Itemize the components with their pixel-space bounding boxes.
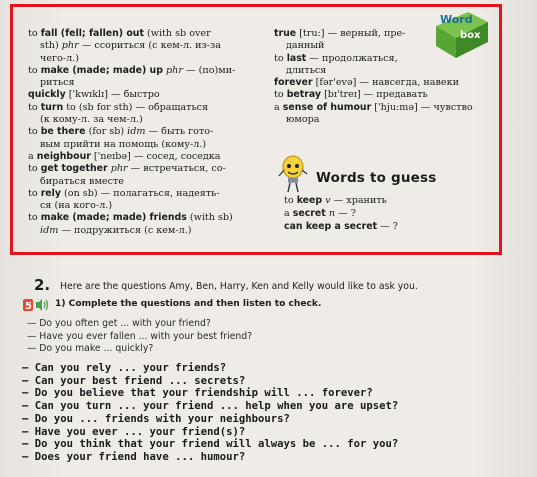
headword: get together bbox=[40, 163, 108, 175]
entry-text: to bbox=[28, 187, 41, 199]
guess-word-item bbox=[284, 207, 398, 220]
entry-text: ['kwɪklɪ] — быстро bbox=[65, 89, 160, 101]
entry-text: to bbox=[28, 212, 41, 224]
entry-text: sth) bbox=[40, 40, 62, 52]
question-line: — Can your best friend ... secrets? bbox=[22, 374, 246, 387]
vocab-entry bbox=[274, 53, 504, 78]
svg-text:5: 5 bbox=[25, 301, 32, 311]
entry-text: (on sb) — полагаться, надеять- bbox=[61, 187, 220, 199]
entry-continuation: юмора bbox=[286, 114, 320, 126]
vocab-entry bbox=[274, 89, 504, 101]
entry-text: a bbox=[28, 150, 37, 162]
vocabulary-left-column bbox=[28, 28, 266, 237]
question-line: — Do you ... friends with your neighbours? bbox=[22, 412, 290, 425]
vocab-entry bbox=[274, 28, 504, 53]
entry-text: ['neɪbə] — сосед, соседка bbox=[90, 150, 221, 162]
entry-text: — ссориться (с кем-л. из-за bbox=[78, 40, 221, 52]
grammar-label: n bbox=[328, 208, 335, 220]
question-line: — Do you think that your friend will always be ... for you? bbox=[22, 438, 399, 451]
entry-text: — продолжаться, bbox=[306, 52, 398, 64]
vocab-entry bbox=[28, 102, 266, 127]
guess-word-item bbox=[284, 220, 398, 233]
exercise-number: 2. bbox=[34, 276, 51, 294]
lightbulb-mascot-icon bbox=[278, 154, 308, 194]
headword: last bbox=[286, 52, 307, 64]
vocab-entry bbox=[28, 65, 266, 90]
headword: keep bbox=[296, 195, 323, 206]
svg-text:Word: Word bbox=[440, 13, 473, 26]
entry-text: to bbox=[274, 52, 287, 64]
questions-light-list bbox=[27, 318, 252, 356]
entry-continuation: данный bbox=[286, 40, 325, 52]
entry-text: to (sb for sth) — обращаться bbox=[63, 101, 209, 113]
question-line: — Do you make ... quickly? bbox=[27, 343, 154, 355]
headword: betray bbox=[286, 89, 322, 101]
grammar-label: idm bbox=[40, 224, 59, 236]
entry-continuation: риться bbox=[40, 77, 75, 89]
question-line: — Can you rely ... your friends? bbox=[22, 362, 227, 374]
vocab-entry bbox=[28, 163, 266, 188]
headword: can keep a secret bbox=[284, 221, 378, 233]
grammar-label: phr bbox=[166, 64, 183, 76]
entry-continuation: чего-л.) bbox=[40, 52, 79, 64]
entry-text: to bbox=[28, 101, 41, 113]
entry-text: (with sb) bbox=[186, 212, 233, 224]
entry-text: a bbox=[284, 208, 293, 220]
question-line: — Can you turn ... your friend ... help when you are upset? bbox=[22, 400, 399, 413]
entry-text: to bbox=[274, 89, 287, 101]
vocab-entry bbox=[274, 102, 504, 127]
headword: rely bbox=[40, 187, 61, 199]
grammar-label: phr bbox=[110, 163, 128, 175]
vocab-entry bbox=[28, 28, 266, 65]
entry-text: — ? bbox=[335, 208, 356, 220]
entry-continuation: (к кому-л. за чем-л.) bbox=[40, 114, 143, 126]
headword: quickly bbox=[28, 89, 66, 101]
entry-text: to bbox=[28, 64, 41, 76]
entry-text: ['hju:mə] — чувство bbox=[371, 101, 473, 113]
entry-text: to bbox=[284, 195, 297, 206]
audio-track-icon[interactable] bbox=[23, 299, 49, 311]
question-line: — Do you believe that your friendship will ... forever? bbox=[22, 387, 373, 400]
vocab-entry bbox=[274, 77, 504, 89]
headword: make (made; made) up bbox=[40, 64, 163, 76]
entry-text: to bbox=[28, 163, 41, 175]
entry-text: (for sb) bbox=[85, 126, 128, 138]
entry-text: to bbox=[28, 28, 41, 39]
headword: forever bbox=[274, 77, 313, 89]
questions-bold-list bbox=[22, 362, 398, 464]
guess-word-item bbox=[284, 194, 398, 207]
exercise-intro: Here are the questions Amy, Ben, Harry, Ken and Kelly would like to ask you. bbox=[60, 281, 418, 292]
vocab-entry bbox=[28, 151, 266, 163]
headword: neighbour bbox=[36, 150, 91, 162]
question-line: — Do you often get ... with your friend? bbox=[27, 318, 211, 329]
entry-text: [fər'evə] — навсегда, навеки bbox=[312, 77, 459, 89]
entry-text: a bbox=[274, 101, 283, 113]
entry-continuation bbox=[28, 40, 266, 52]
vocab-entry bbox=[28, 212, 266, 237]
headword: true bbox=[274, 28, 297, 39]
entry-text: — хранить bbox=[330, 195, 387, 206]
headword: turn bbox=[40, 101, 64, 113]
svg-text:box: box bbox=[460, 30, 481, 41]
entry-continuation: бираться вместе bbox=[40, 175, 124, 187]
grammar-label: phr bbox=[61, 40, 79, 52]
grammar-label: v bbox=[325, 195, 331, 206]
entry-text: — (по)ми- bbox=[182, 64, 236, 76]
entry-text: [bɪ'treɪ] — предавать bbox=[321, 89, 428, 101]
vocab-entry bbox=[28, 89, 266, 101]
headword: fall (fell; fallen) out bbox=[40, 28, 144, 39]
words-to-guess-list bbox=[284, 194, 398, 234]
question-line: — Have you ever fallen ... with your best friend? bbox=[27, 330, 253, 342]
words-to-guess-title: Words to guess bbox=[316, 170, 437, 186]
question-line: — Have you ever ... your friend(s)? bbox=[22, 425, 246, 438]
grammar-label: idm bbox=[127, 126, 146, 138]
entry-continuation bbox=[28, 225, 266, 237]
entry-continuation: ся (на кого-л.) bbox=[40, 200, 113, 212]
vocab-entry bbox=[28, 188, 266, 213]
entry-text: [tru:] — верный, пре- bbox=[296, 28, 406, 39]
entry-text: — встречаться, со- bbox=[127, 163, 226, 175]
vocab-entry bbox=[28, 126, 266, 151]
entry-text: — подружиться (с кем-л.) bbox=[58, 224, 192, 236]
entry-text: (with sb over bbox=[143, 28, 211, 39]
headword: make (made; made) friends bbox=[40, 212, 187, 224]
headword: be there bbox=[40, 126, 86, 138]
entry-continuation: длиться bbox=[286, 64, 327, 76]
entry-text: to bbox=[28, 126, 41, 138]
entry-text: — быть гото- bbox=[145, 126, 214, 138]
question-line: — Does your friend have ... humour? bbox=[22, 450, 246, 463]
vocabulary-right-column bbox=[274, 28, 504, 126]
subtask-instruction: 1) Complete the questions and then listen to check. bbox=[55, 299, 322, 309]
headword: secret bbox=[292, 208, 326, 220]
headword: sense of humour bbox=[282, 101, 372, 113]
entry-continuation: вым прийти на помощь (кому-л.) bbox=[40, 138, 207, 150]
entry-text: — ? bbox=[377, 221, 398, 233]
